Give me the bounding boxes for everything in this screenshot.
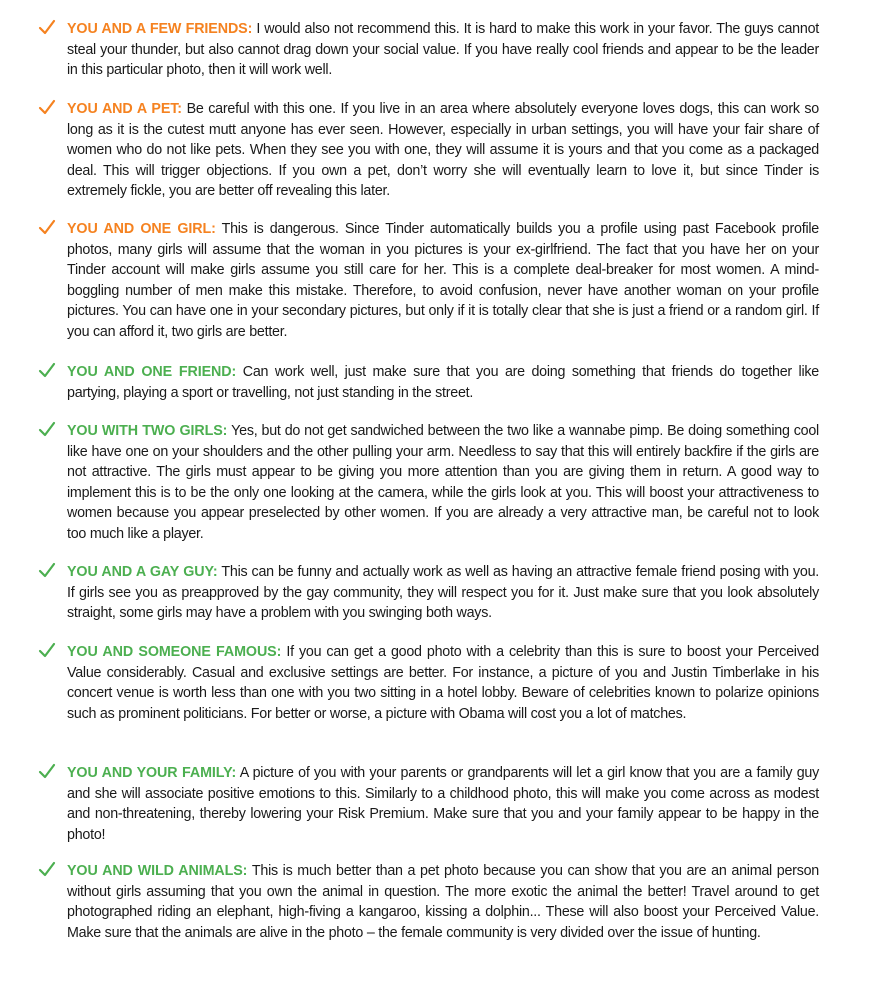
- check-icon: [38, 861, 56, 879]
- item-body: If you can get a good photo with a celebrity than this is sure to boost your Perceived Value considerably. Casual and exclusive settings are better. For instance, a picture of you and Justin Timberlake in his concert venue is worth less than one with you two sitting in a hotel lobby. Beware of celebrities known to polarize opinions such as prominent politicians. For better or worse, a picture with Obama will cost you a lot of matches.: [67, 644, 819, 722]
- item-heading: YOU AND A FEW FRIENDS:: [67, 21, 253, 37]
- check-icon: [38, 219, 56, 237]
- item-heading: YOU AND YOUR FAMILY:: [67, 765, 237, 781]
- item-text: [67, 562, 819, 624]
- item-body: This is dangerous. Since Tinder automatically builds you a profile using past Facebook profile photos, many girls will assume that the woman in you pictures is your ex-girlfriend. The fact that you have her on your Tinder account will make girls assume you still care for her. This is a complete deal-breaker for most women. A mind-boggling number of men make this mistake. Therefore, to avoid confusion, never have another woman on your profile pictures. You can have one in your secondary pictures, but only if it is totally clear that she is just a friend or a random girl. If you can afford it, two girls are better.: [67, 221, 819, 340]
- item-body: Can work well, just make sure that you are doing something that friends do together like partying, playing a sport or travelling, not just standing in the street.: [67, 364, 820, 401]
- item-heading: YOU AND WILD ANIMALS:: [67, 863, 248, 879]
- item-text: [67, 362, 819, 403]
- check-icon: [38, 421, 56, 439]
- item-body: Be careful with this one. If you live in an area where absolutely everyone loves dogs, this can work so long as it is the cutest mutt anyone has ever seen. However, especially in urban settings, you will have your fair share of women who do not like pets. When they see you with one, they will assume it is yours and that you come as a packaged deal. This will trigger objections. If you own a pet, don’t worry she will eventually learn to love it, but since Tinder is extremely fickle, you are better off revealing this later.: [67, 101, 819, 199]
- item-body: This can be funny and actually work as well as having an attractive female friend posing with you. If girls see you as preapproved by the gay community, they will respect you for it. Just make sure that you look absolutely straight, some girls may have a problem with you swinging both ways.: [67, 564, 820, 621]
- item-body: Yes, but do not get sandwiched between the two like a wannabe pimp. Be doing something cool like have one on your shoulders and the other pulling your arm. Needless to say that this will entirely backfire if the girls are not attractive. The girls must appear to be giving you more attention than you are giving them in return. A good way to implement this is to be the only one looking at the camera, while the girls look at you. This will boost your attractiveness to women because you appear preselected by other women. If you are already a very attractive man, be careful not to look too much like a player.: [67, 423, 819, 542]
- check-icon: [38, 763, 56, 781]
- item-heading: YOU AND ONE GIRL:: [67, 221, 216, 237]
- item-heading: YOU AND SOMEONE FAMOUS:: [67, 644, 282, 660]
- item-body: This is much better than a pet photo because you can show that you are an animal person without girls assuming that you own the animal in question. The more exotic the animal the better! Travel around to get photographed riding an elephant, high-fiving a kangaroo, kissing a dolphin... These will also boost your Perceived Value. Make sure that the animals are alive in the photo – the female community is very divided over the issue of hunting.: [67, 863, 819, 941]
- item-heading: YOU WITH TWO GIRLS:: [67, 423, 228, 439]
- check-icon: [38, 562, 56, 580]
- item-text: [67, 19, 819, 81]
- item-heading: YOU AND A PET:: [67, 101, 182, 117]
- check-icon: [38, 362, 56, 380]
- check-icon: [38, 19, 56, 37]
- item-text: [67, 421, 819, 544]
- item-text: [67, 763, 819, 845]
- item-body: A picture of you with your parents or grandparents will let a girl know that you are a family guy and she will associate positive emotions to this. Similarly to a childhood photo, this will make you come across as modest and non-threatening, thereby lowering your Risk Premium. Make sure that you and your family appear to be happy in the photo!: [67, 765, 819, 843]
- item-text: [67, 642, 819, 724]
- item-text: [67, 861, 819, 943]
- item-heading: YOU AND ONE FRIEND:: [67, 364, 237, 380]
- check-icon: [38, 99, 56, 117]
- item-text: [67, 99, 819, 202]
- item-text: [67, 219, 819, 342]
- check-icon: [38, 642, 56, 660]
- item-body: I would also not recommend this. It is hard to make this work in your favor. The guys cannot steal your thunder, but also cannot drag down your social value. If you have really cool friends and appear to be the leader in this particular photo, then it will work well.: [67, 21, 820, 78]
- item-heading: YOU AND A GAY GUY:: [67, 564, 218, 580]
